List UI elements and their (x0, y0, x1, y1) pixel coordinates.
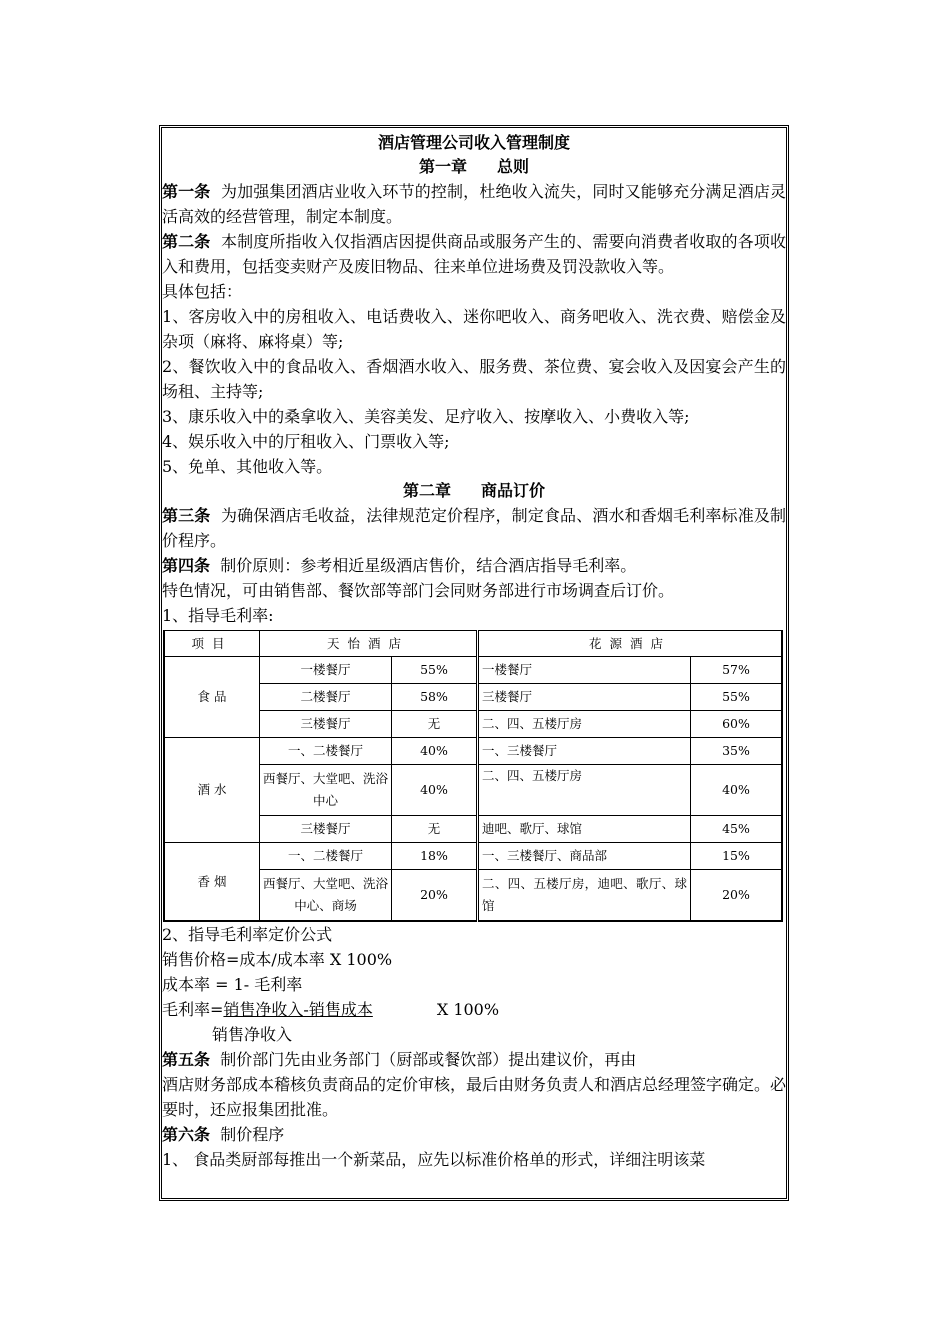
doc-title: 酒店管理公司收入管理制度 (377, 133, 570, 152)
formula-cost-rate: 成本率 = 1- 毛利率 (162, 975, 303, 994)
chapter-1-num: 第一章 (418, 157, 467, 176)
chapter-2-heading (162, 479, 786, 503)
cell-a: 三楼餐厅 (260, 711, 392, 738)
article-2-text: 本制度所指收入仅指酒店因提供商品或服务产生的、需要向消费者收取的各项收入和费用，包括变卖财产及废旧物品、往来单位进场费及罚没款收入等。 (162, 232, 786, 276)
formula-margin-mult: X 100% (436, 1000, 500, 1019)
article-6-text: 制价程序 (220, 1125, 285, 1144)
cell-b: 三楼餐厅 (478, 684, 691, 711)
article-5 (162, 1047, 786, 1072)
cell-ar: 20% (392, 870, 478, 922)
article-5-label: 第五条 (162, 1050, 211, 1069)
article-6 (162, 1122, 786, 1147)
article-1 (162, 179, 786, 229)
cell-a: 西餐厅、大堂吧、洗浴中心、商场 (260, 870, 392, 922)
cell-b: 迪吧、歌厅、球馆 (478, 816, 691, 843)
list-item: 5、免单、其他收入等。 (162, 457, 333, 476)
formula-margin-numerator: 销售净收入-销售成本 (223, 1000, 373, 1019)
cell-b: 一楼餐厅 (478, 657, 691, 684)
article-4-label: 第四条 (162, 556, 211, 575)
group-tobacco: 香 烟 (164, 843, 260, 922)
article-4-text: 制价原则：参考相近星级酒店售价，结合酒店指导毛利率。 (220, 556, 637, 575)
guide-label: 1、指导毛利率: (162, 606, 274, 625)
cell-b: 二、四、五楼厅房，迪吧、歌厅、球馆 (478, 870, 691, 922)
chapter-1-heading (162, 155, 786, 179)
list-item: 3、康乐收入中的桑拿收入、美容美发、足疗收入、按摩收入、小费收入等; (162, 407, 690, 426)
article-6-label: 第六条 (162, 1125, 211, 1144)
cell-b: 二、四、五楼厅房 (478, 711, 691, 738)
cell-a: 一、二楼餐厅 (260, 738, 392, 765)
chapter-2-num: 第二章 (402, 481, 451, 500)
article-2 (162, 229, 786, 279)
chapter-1-name: 总则 (497, 157, 530, 176)
document-body (162, 128, 786, 1172)
list-item: 2、餐饮收入中的食品收入、香烟酒水收入、服务费、茶位费、宴会收入及因宴会产生的场租、主持等; (162, 357, 786, 401)
table-row (164, 738, 782, 765)
cell-ar: 18% (392, 843, 478, 870)
article-1-text: 为加强集团酒店业收入环节的控制，杜绝收入流失，同时又能够充分满足酒店灵活高效的经营管理，制定本制度。 (162, 182, 786, 226)
article-5-cont: 酒店财务部成本稽核负责商品的定价审核，最后由财务负责人和酒店总经理签字确定。必要时，还应报集团批准。 (162, 1075, 787, 1119)
include-label: 具体包括： (162, 282, 243, 301)
cell-ar: 58% (392, 684, 478, 711)
article-3-label: 第三条 (162, 506, 211, 525)
group-drinks: 酒 水 (164, 738, 260, 843)
article-6-item-1: 1、 食品类厨部每推出一个新菜品，应先以标准价格单的形式，详细注明该菜 (162, 1150, 706, 1169)
cell-br: 40% (691, 765, 783, 816)
header-hotel-b: 花源酒店 (478, 631, 783, 657)
cell-ar: 55% (392, 657, 478, 684)
cell-a: 二楼餐厅 (260, 684, 392, 711)
article-4 (162, 553, 786, 578)
formula-margin-prefix: 毛利率= (162, 1000, 224, 1019)
cell-b: 一、三楼餐厅、商品部 (478, 843, 691, 870)
article-3-text: 为确保酒店毛收益，法律规范定价程序，制定食品、酒水和香烟毛利率标准及制价程序。 (162, 506, 786, 550)
cell-br: 60% (691, 711, 783, 738)
cell-ar: 无 (392, 816, 478, 843)
article-1-label: 第一条 (162, 182, 211, 201)
cell-ar: 无 (392, 711, 478, 738)
formula-price: 销售价格=成本/成本率 X 100% (162, 950, 393, 969)
cell-a: 西餐厅、大堂吧、洗浴中心 (260, 765, 392, 816)
cell-a: 三楼餐厅 (260, 816, 392, 843)
cell-br: 55% (691, 684, 783, 711)
article-3 (162, 503, 786, 553)
article-2-label: 第二条 (162, 232, 211, 251)
formula-label: 2、指导毛利率定价公式 (162, 925, 333, 944)
list-item: 1、客房收入中的房租收入、电话费收入、迷你吧收入、商务吧收入、洗衣费、赔偿金及杂项（麻将、麻将桌）等; (162, 307, 786, 351)
formula-margin (162, 997, 786, 1022)
cell-br: 15% (691, 843, 783, 870)
table-header-row (164, 631, 782, 657)
special-note: 特色情况，可由销售部、餐饮部等部门会同财务部进行市场调查后订价。 (162, 581, 675, 600)
list-item: 4、娱乐收入中的厅租收入、门票收入等; (162, 432, 450, 451)
cell-a: 一楼餐厅 (260, 657, 392, 684)
cell-b: 二、四、五楼厅房 (478, 765, 691, 816)
cell-br: 57% (691, 657, 783, 684)
table-row (164, 843, 782, 870)
cell-br: 20% (691, 870, 783, 922)
cell-ar: 40% (392, 765, 478, 816)
cell-a: 一、二楼餐厅 (260, 843, 392, 870)
cell-b: 一、三楼餐厅 (478, 738, 691, 765)
cell-br: 45% (691, 816, 783, 843)
table-row (164, 657, 782, 684)
group-food: 食 品 (164, 657, 260, 738)
header-hotel-a: 天怡酒店 (260, 631, 478, 657)
formula-margin-denominator: 销售净收入 (212, 1025, 293, 1044)
cell-ar: 40% (392, 738, 478, 765)
article-5-text: 制价部门先由业务部门（厨部或餐饮部）提出建议价，再由 (220, 1050, 637, 1069)
cell-br: 35% (691, 738, 783, 765)
chapter-2-name: 商品订价 (481, 481, 546, 500)
margin-table (163, 630, 783, 922)
header-item: 项目 (164, 631, 260, 657)
